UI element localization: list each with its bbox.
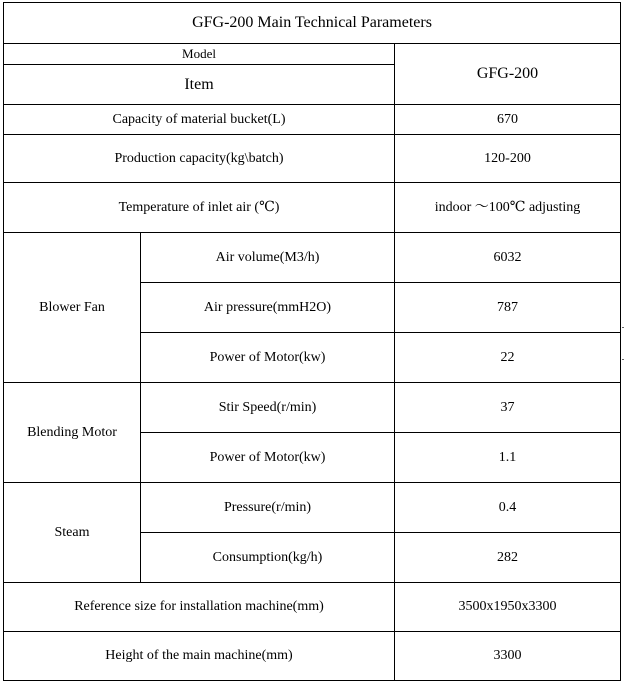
model-label: Model <box>4 44 395 65</box>
row-label: Temperature of inlet air (℃) <box>4 183 395 233</box>
row-label: Power of Motor(kw) <box>141 433 395 483</box>
row-value: indoor ～100℃ adjusting <box>395 183 621 233</box>
row-value: 120-200 <box>395 135 621 183</box>
table-title: GFG-200 Main Technical Parameters <box>4 3 621 44</box>
row-value: 1.1 <box>395 433 621 483</box>
stray-mark <box>622 327 624 328</box>
table-row <box>4 183 621 233</box>
table-row <box>4 105 621 135</box>
table-row <box>4 583 621 632</box>
item-label: Item <box>4 65 395 105</box>
row-value: 6032 <box>395 233 621 283</box>
row-value: 787 <box>395 283 621 333</box>
row-label: Capacity of material bucket(L) <box>4 105 395 135</box>
row-value: 3500x1950x3300 <box>395 583 621 632</box>
row-value: 0.4 <box>395 483 621 533</box>
row-label: Reference size for installation machine(mm) <box>4 583 395 632</box>
row-value: 37 <box>395 383 621 433</box>
parameters-table <box>3 2 621 681</box>
table-row <box>4 233 621 283</box>
stray-mark <box>622 359 624 360</box>
model-value: GFG-200 <box>395 44 621 105</box>
row-label: Power of Motor(kw) <box>141 333 395 383</box>
row-value: 3300 <box>395 632 621 681</box>
row-value: 670 <box>395 105 621 135</box>
row-label: Stir Speed(r/min) <box>141 383 395 433</box>
row-label: Consumption(kg/h) <box>141 533 395 583</box>
row-label: Height of the main machine(mm) <box>4 632 395 681</box>
row-label: Air pressure(mmH2O) <box>141 283 395 333</box>
table-row <box>4 632 621 681</box>
table-row <box>4 383 621 433</box>
table-row <box>4 483 621 533</box>
row-label: Pressure(r/min) <box>141 483 395 533</box>
row-value: 22 <box>395 333 621 383</box>
row-label: Air volume(M3/h) <box>141 233 395 283</box>
group-label-blower-fan: Blower Fan <box>4 233 141 383</box>
row-value: 282 <box>395 533 621 583</box>
title-row <box>4 3 621 44</box>
header-row-model <box>4 44 621 65</box>
row-label: Production capacity(kg\batch) <box>4 135 395 183</box>
table-row <box>4 135 621 183</box>
group-label-steam: Steam <box>4 483 141 583</box>
group-label-blending-motor: Blending Motor <box>4 383 141 483</box>
